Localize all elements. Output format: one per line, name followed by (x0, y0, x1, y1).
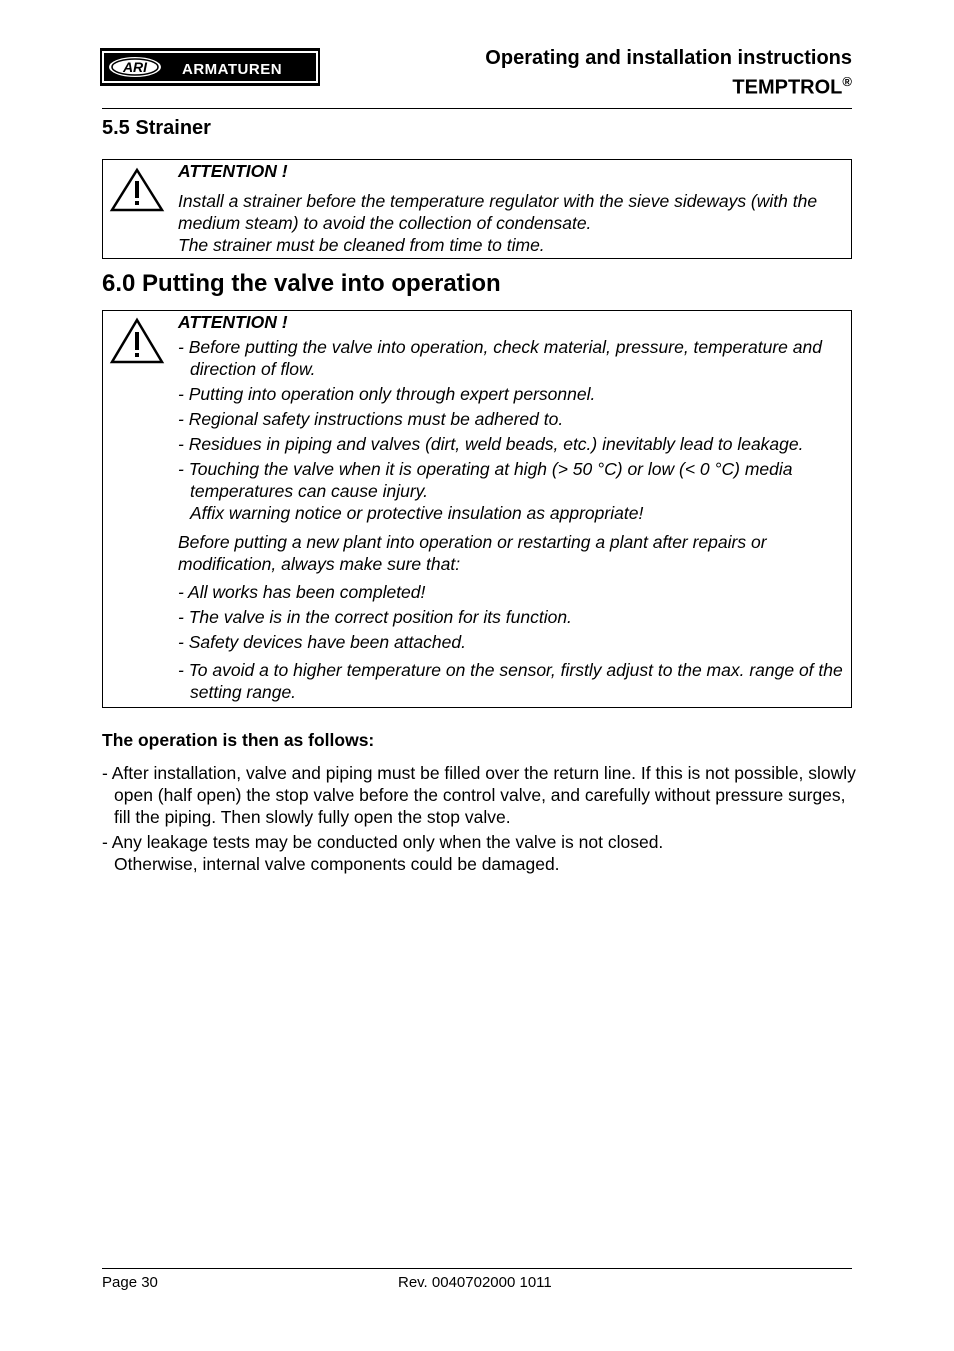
attention-label: ATTENTION ! (178, 161, 288, 181)
strainer-attention-box (102, 159, 852, 259)
footer-rule (102, 1268, 852, 1269)
list-item: - Residues in piping and valves (dirt, weld beads, etc.) inevitably lead to leakage. (178, 434, 804, 454)
affix-note: Affix warning notice or protective insulation as appropriate! (190, 503, 644, 523)
operation-steps (102, 762, 858, 875)
list-item: - Before putting the valve into operation, check material, pressure, temperature and direction of flow. (178, 337, 822, 379)
warning-triangle-icon (109, 317, 165, 370)
list-item: - Regional safety instructions must be adhered to. (178, 409, 564, 429)
header-rule (102, 108, 852, 109)
strainer-attention-text (178, 160, 845, 256)
operation-heading: The operation is then as follows: (102, 730, 375, 750)
section-5-5-heading: 5.5 Strainer (102, 117, 211, 139)
strainer-instruction: Install a strainer before the temperature regulator with the sieve sideways (with the medium steam) to avoid the collection of condensate. (178, 191, 818, 233)
operation-attention-box (102, 310, 852, 708)
check-item: - All works has been completed! (178, 582, 426, 602)
check-item: - To avoid a to higher temperature on the sensor, firstly adjust to the max. range of the setting range. (178, 660, 843, 702)
title-line-1: Operating and installation instructions (485, 47, 852, 69)
revision-number: Rev. 0040702000 1011 (398, 1274, 552, 1291)
ari-armaturen-logo (100, 48, 320, 86)
list-item: - Putting into operation only through expert personnel. (178, 384, 596, 404)
document-title (485, 46, 852, 100)
before-restart-text: Before putting a new plant into operation or restarting a plant after repairs or modification, always make sure that: (178, 532, 767, 574)
list-item: - Any leakage tests may be conducted only when the valve is not closed. (102, 832, 664, 852)
section-6-0-heading: 6.0 Putting the valve into operation (102, 270, 501, 297)
check-item: - The valve is in the correct position for its function. (178, 607, 572, 627)
list-item: - After installation, valve and piping must be filled over the return line. If this is not possible, slowly open (half open) the stop valve before the control valve, and carefully without pressure surges, fill the piping. Then slowly fully open the stop valve. (102, 763, 856, 827)
list-item: - Touching the valve when it is operating at high (> 50 °C) or low (< 0 °C) media temperatures can cause injury. (178, 459, 793, 501)
attention-label: ATTENTION ! (178, 312, 288, 332)
svg-text:ARI: ARI (122, 59, 148, 75)
page-number: Page 30 (102, 1274, 158, 1291)
operation-attention-text (178, 311, 845, 703)
otherwise-note: Otherwise, internal valve components could be damaged. (114, 854, 560, 874)
strainer-cleaning-note: The strainer must be cleaned from time to time. (178, 235, 545, 255)
check-item: - Safety devices have been attached. (178, 632, 466, 652)
warning-triangle-icon (109, 167, 165, 218)
title-line-2: TEMPTROL® (732, 74, 852, 99)
svg-text:ARMATUREN: ARMATUREN (182, 61, 283, 78)
